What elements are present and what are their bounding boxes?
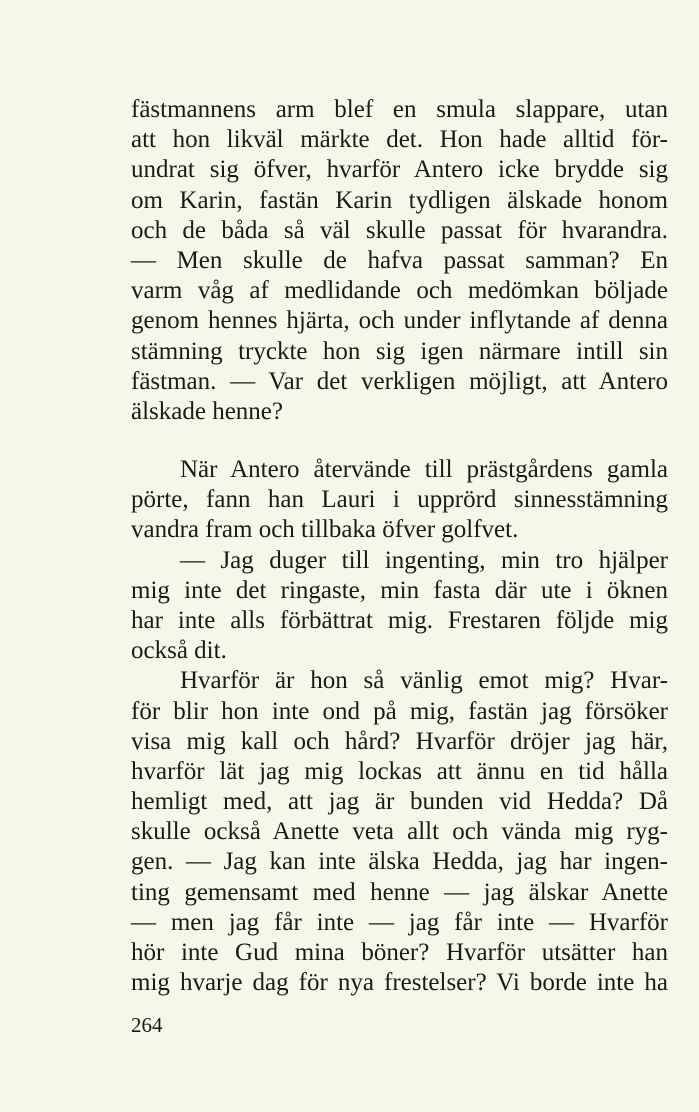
text-line: att hon likväl märkte det. Hon hade alltid för- [131, 126, 668, 154]
text-line: undrat sig öfver, hvarför Antero icke brydde sig [131, 156, 668, 184]
text-line: När Antero återvände till prästgårdens gamla [180, 456, 668, 483]
text-line: fästmannens arm blef en smula slappare, utan [131, 96, 668, 123]
text-line: hvarför lät jag mig lockas att ännu en tid hålla [131, 757, 668, 785]
text-section-1 [131, 95, 668, 427]
text-line: skulle också Anette veta allt och vända mig ryg- [131, 818, 668, 846]
page-number: 264 [131, 1013, 163, 1037]
text-line: mig hvarje dag för nya frestelser? Vi borde inte ha [131, 969, 668, 997]
text-line: och de båda så väl skulle passat för hvarandra. [131, 216, 668, 244]
paragraph-4 [131, 666, 668, 998]
text-line: genom hennes hjärta, och under inflytande af denna [131, 307, 668, 335]
paragraph-1 [131, 95, 668, 427]
text-line: gen. — Jag kan inte älska Hedda, jag har ingen- [131, 848, 668, 876]
text-line: — men jag får inte — jag får inte — Hvarför [131, 908, 668, 936]
text-line: pörte, fann han Lauri i upprörd sinnesstämning [131, 486, 668, 514]
text-line: mig inte det ringaste, min fasta där ute i öknen [131, 576, 668, 604]
paragraph-2 [131, 455, 668, 546]
text-line: ting gemensamt med henne — jag älskar Anette [131, 878, 668, 906]
text-line: har inte alls förbättrat mig. Frestaren följde mig [131, 606, 668, 634]
text-line: om Karin, fastän Karin tydligen älskade honom [131, 186, 668, 214]
text-line: visa mig kall och hård? Hvarför dröjer jag här, [131, 727, 668, 755]
text-line: också dit. [131, 637, 227, 665]
text-line: — Men skulle de hafva passat samman? En [131, 246, 668, 274]
text-line: varm våg af medlidande och medömkan böljade [131, 277, 668, 305]
text-line: hör inte Gud mina böner? Hvarför utsätter han [131, 939, 668, 966]
text-line: för blir hon inte ond på mig, fastän jag försöker [131, 697, 668, 725]
text-line: älskade henne? [131, 397, 284, 425]
text-line: hemligt med, att jag är bunden vid Hedda? Då [131, 788, 668, 816]
text-section-2 [131, 455, 668, 998]
paragraph-3 [131, 546, 668, 667]
text-line: vandra fram och tillbaka öfver golfvet. [131, 516, 519, 544]
text-line: — Jag duger till ingenting, min tro hjälper [180, 546, 668, 574]
text-line: Hvarför är hon så vänlig emot mig? Hvar- [180, 667, 668, 695]
text-line: stämning tryckte hon sig igen närmare intill sin [131, 337, 668, 365]
text-line: fästman. — Var det verkligen möjligt, att Antero [131, 367, 668, 395]
